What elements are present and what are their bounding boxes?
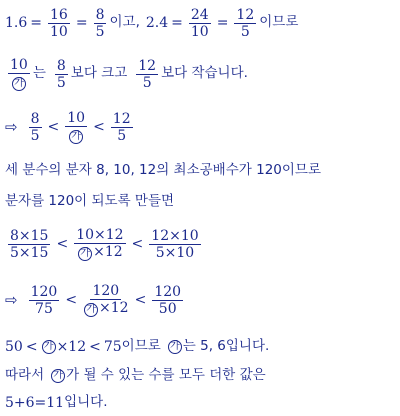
text-result-5-6: 는 5, 6입니다. [182,338,270,355]
text-igo: 이고, [109,14,140,31]
fraction-16-10 [48,8,70,39]
circled-ga-icon: 가 [84,303,98,317]
less-than-sign: < [134,292,147,308]
less-than-sign: < [25,339,38,355]
denominator: 5×10 [155,244,195,261]
denominator-rest: ×12 [93,243,123,260]
fraction-24-10 [189,8,211,39]
numerator: 12 [112,110,131,127]
less-than-sign: < [89,339,101,355]
inequality-line-6 [5,222,204,266]
denominator: 5×15 [10,244,49,261]
numerator: 120 [154,283,182,300]
denominator [11,74,27,91]
circled-ga-icon: 가 [42,340,56,354]
fraction-12-5 [111,112,133,143]
fraction-8-5 [94,8,107,39]
decimal-2-4: 2.4 [145,15,169,31]
text-ttaraseo: 따라서 [5,367,45,384]
denominator [83,300,129,317]
fraction-120-75 [29,285,60,316]
fraction-10-ga [65,111,87,144]
less-than-sign: < [47,119,60,135]
number-75: 75 [103,339,122,355]
denominator: 5 [95,23,105,40]
fraction-8-5 [55,59,68,90]
denominator: 5 [117,127,127,144]
text-imeuro: 이므로 [121,338,161,355]
denominator [68,127,84,144]
equals-sign: = [30,15,42,31]
fraction-12-5 [136,59,158,90]
denominator: 5 [30,127,40,144]
denominator: 75 [35,300,53,317]
circled-ga-icon: 가 [78,247,92,261]
numerator: 10×12 [76,226,124,243]
numerator: 16 [50,6,68,23]
less-than-sign: < [131,236,144,252]
times-12: ×12 [56,339,87,355]
inequality-line-8 [5,336,269,358]
equals-sign: = [216,15,229,31]
equation-line-2 [5,55,248,93]
numerator: 8 [30,110,40,127]
numerator: 12 [138,57,157,74]
answer-line-10 [5,392,108,414]
denominator [77,244,123,261]
sum-expression: 5+6=11 [5,395,65,411]
numerator: 8 [56,57,66,74]
fraction-8-5 [29,112,42,143]
less-than-sign: < [93,119,105,135]
text-imeuro: 이므로 [259,14,299,31]
inequality-line-3 [5,108,136,146]
right-arrow-icon: ⇨ [5,117,18,136]
less-than-sign: < [65,292,78,308]
text-boda-jakseumnida: 보다 작습니다. [161,65,248,82]
text-line-9 [5,365,266,387]
equals-sign: = [171,15,183,31]
denominator: 5 [142,74,152,91]
denominator: 10 [190,23,209,40]
circled-ga-icon: 가 [69,130,83,144]
numerator: 120 [30,283,58,300]
fraction-10-ga [8,58,30,91]
less-than-sign: < [56,236,69,252]
text-sum-phrase: 가 될 수 있는 수를 모두 더한 값은 [66,367,266,384]
circled-ga-icon: 가 [51,369,65,383]
numerator: 10 [10,56,28,73]
denominator: 5 [240,23,250,40]
decimal-1-6: 1.6 [5,15,28,31]
number-50: 50 [5,339,23,355]
equals-sign: = [75,15,88,31]
denominator-rest: ×12 [99,299,129,316]
text-imnida: 입니다. [64,394,108,411]
text-line-5: 분자를 120이 되도록 만들면 [5,193,175,210]
text-boda-keugo: 보다 크고 [70,65,128,82]
text-neun: 는 [32,65,46,82]
numerator: 12×10 [151,227,199,244]
numerator: 8 [95,6,105,23]
numerator: 12 [236,6,255,23]
right-arrow-icon: ⇨ [5,290,18,309]
fraction-8x15-5x15 [8,229,50,260]
equation-line-1 [5,5,298,41]
numerator: 24 [190,6,209,23]
fraction-120-50 [152,285,183,316]
denominator: 5 [56,74,66,91]
fraction-120-gax12 [83,284,129,317]
fraction-10x12-gax12 [74,228,125,261]
text-line-4: 세 분수의 분자 8, 10, 12의 최소공배수가 120이므로 [5,162,321,179]
circled-ga-icon: 가 [12,77,26,91]
denominator: 10 [50,23,68,40]
numerator: 8×15 [10,227,49,244]
circled-ga-icon: 가 [168,340,182,354]
denominator: 50 [158,300,177,317]
numerator: 120 [92,282,120,299]
fraction-12-5 [234,8,256,39]
numerator: 10 [67,109,86,126]
fraction-12x10-5x10 [149,229,200,260]
inequality-line-7 [5,278,186,322]
